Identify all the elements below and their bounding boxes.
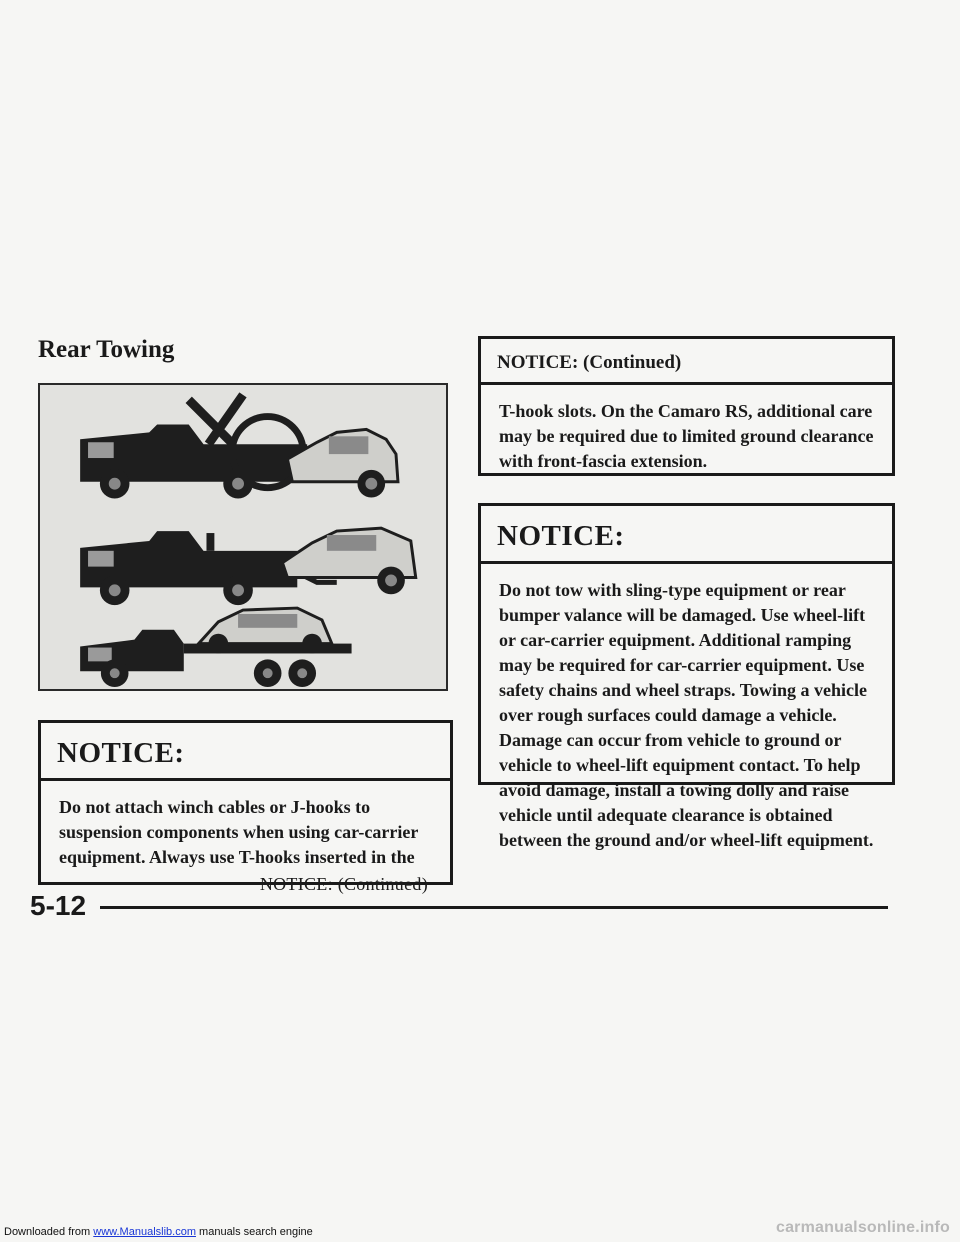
- notice-box-sling-equipment: [478, 503, 895, 850]
- download-suffix: manuals search engine: [199, 1226, 313, 1238]
- notice-heading: NOTICE:: [41, 723, 450, 781]
- notice-body: T-hook slots. On the Camaro RS, additional care may be required due to limited ground clearance with front-fascia extension.: [499, 401, 874, 471]
- footer-divider: [100, 906, 888, 909]
- notice-continued-label: NOTICE: (Continued): [259, 874, 428, 894]
- car-carrier-truck-drawing: [80, 608, 351, 687]
- download-credit: [4, 1226, 313, 1238]
- notice-heading: NOTICE:: [481, 506, 892, 564]
- section-title: Rear Towing: [38, 336, 175, 363]
- notice-heading: NOTICE: (Continued): [481, 339, 892, 385]
- watermark: carmanualsonline.info: [775, 1219, 950, 1236]
- manualslib-link[interactable]: www.Manualslib.com: [93, 1226, 196, 1238]
- notice-body: Do not tow with sling-type equipment or rear bumper valance will be damaged. Use wheel-lift or car-carrier equipment. Additional ramping may be required for car-carrier equipment. Use safety chains and wheel straps. Towing a vehicle over rough surfaces could damage a vehicle. Damage can occur from vehicle to ground or vehicle to wheel-lift equipment contact. To help avoid damage, install a towing dolly and raise vehicle until adequate clearance is obtained between the ground and/or wheel-lift equipment.: [499, 580, 874, 850]
- download-prefix: Downloaded from: [4, 1226, 91, 1238]
- notice-box-continued: [478, 336, 895, 476]
- notice-box-winch-cables: [38, 720, 453, 894]
- notice-text: Do not attach winch cables or J-hooks to suspension components when using car-carrier equipment. Always use T-hooks inserted in the: [59, 797, 419, 867]
- page-number: 5-12: [30, 890, 87, 921]
- sling-tow-truck-drawing: [80, 395, 398, 499]
- towing-illustration: [38, 383, 448, 691]
- wheel-lift-tow-truck-drawing: [80, 528, 416, 605]
- notice-body: [41, 781, 450, 897]
